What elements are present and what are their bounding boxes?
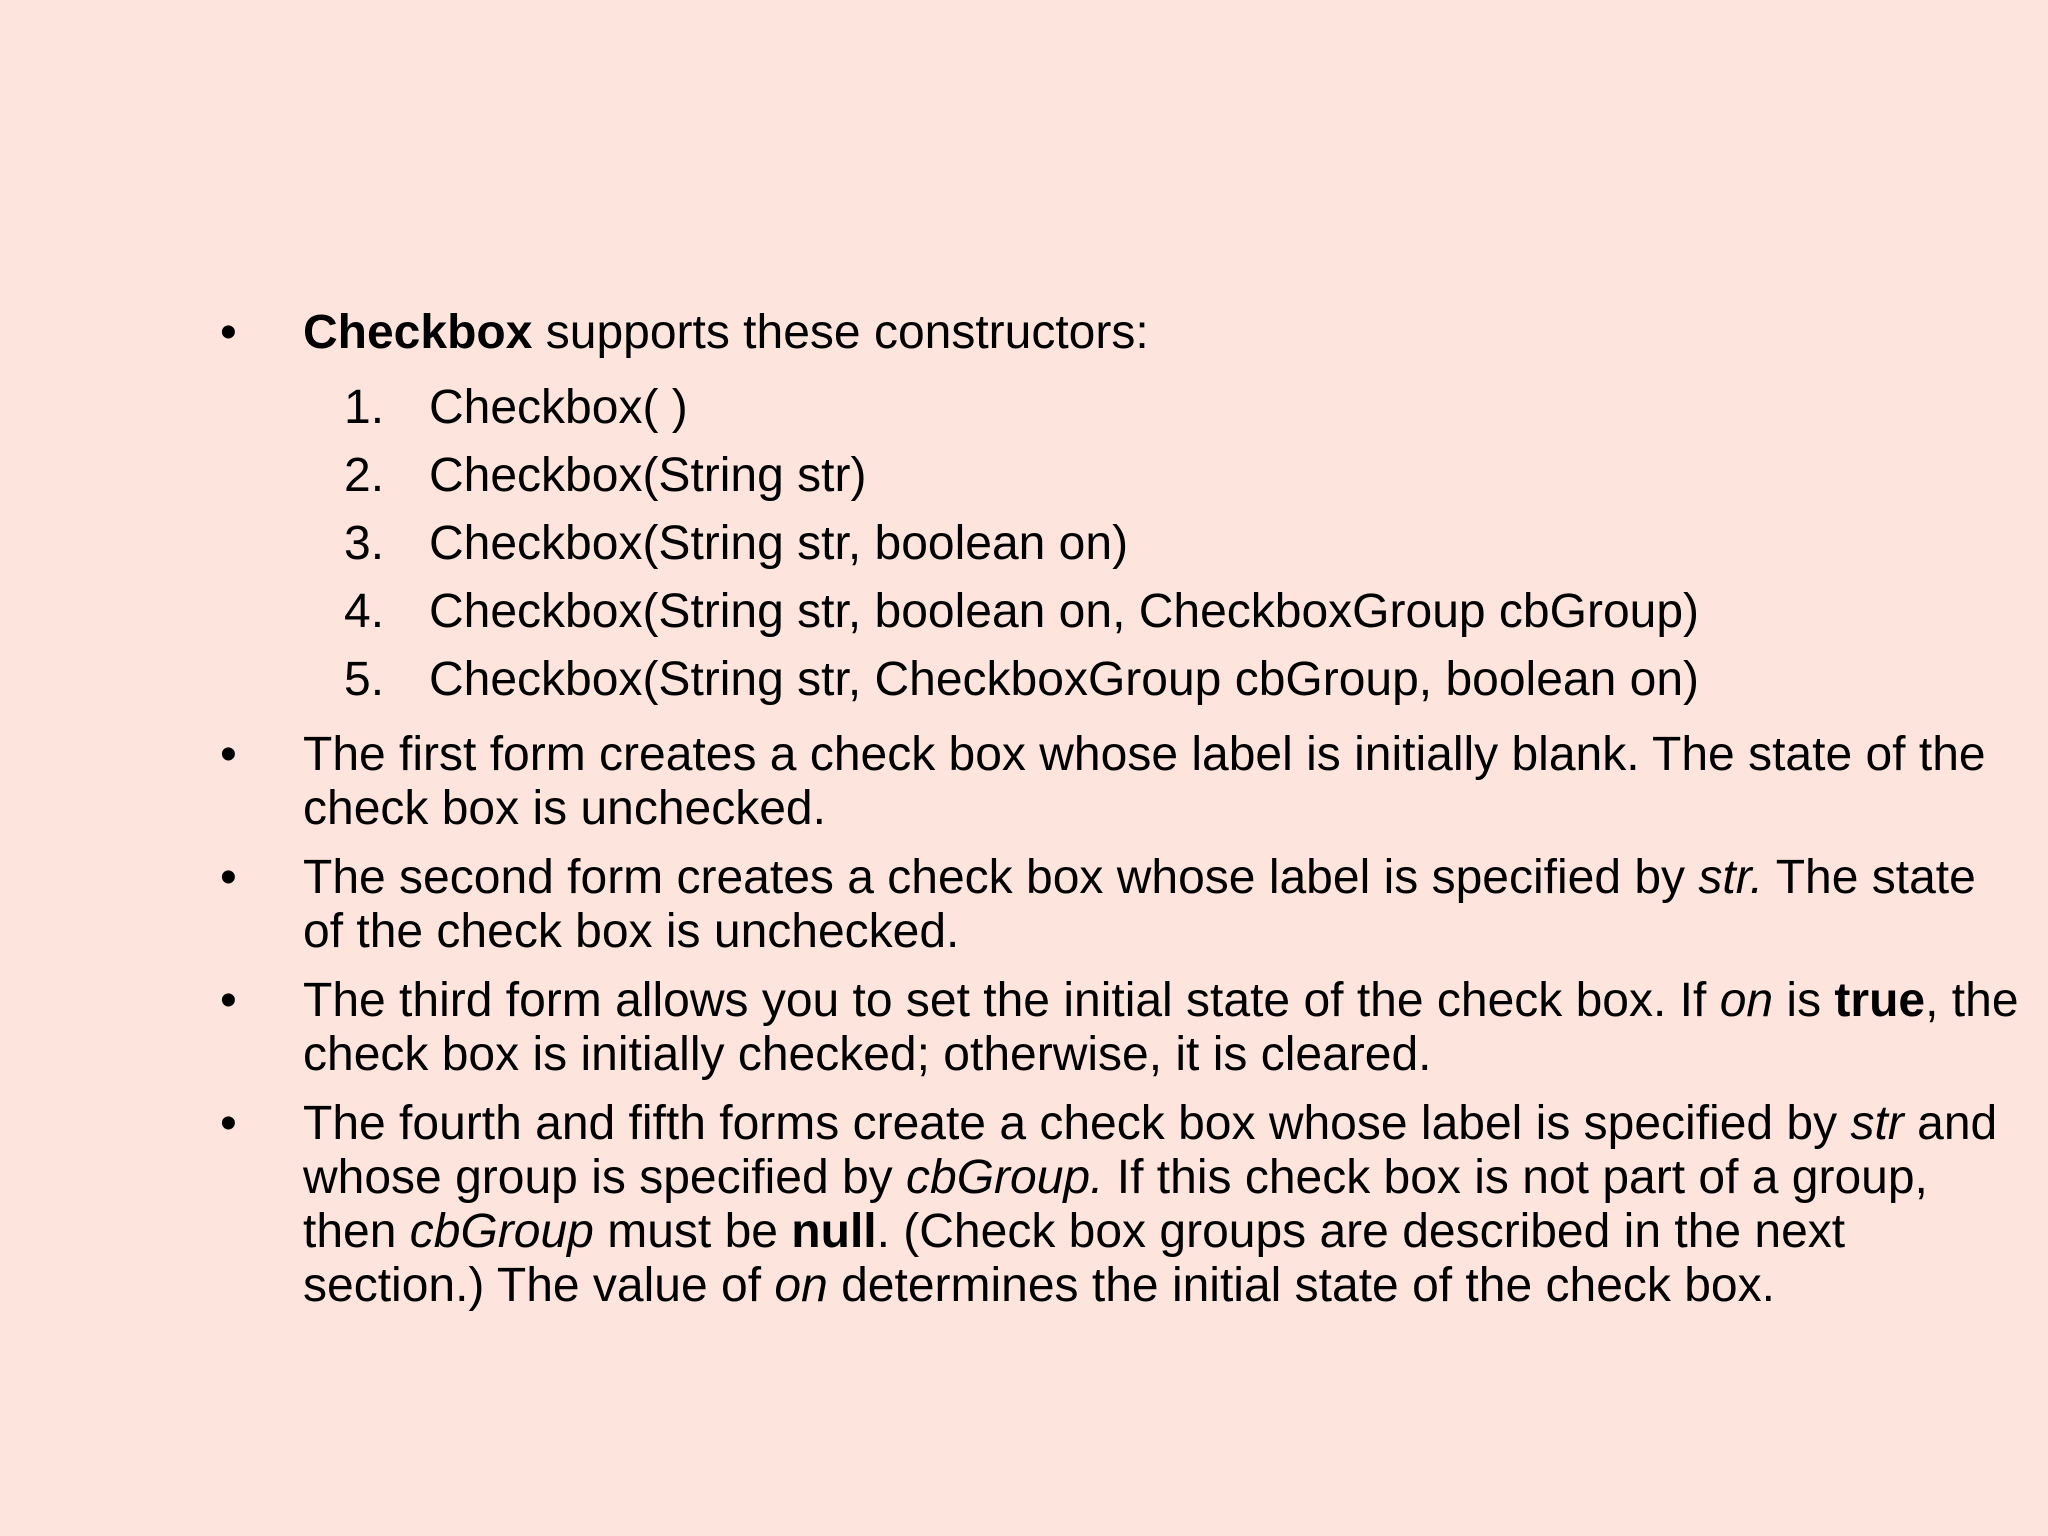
constructor-number: 3. bbox=[344, 517, 385, 570]
third-form-text-a: The third form allows you to set the initial state of the check box. If bbox=[303, 974, 1720, 1027]
bullet-dot: • bbox=[220, 974, 237, 1027]
true-term: true bbox=[1834, 974, 1926, 1027]
constructor-item bbox=[215, 442, 2025, 510]
cbgroup-term: cbGroup. bbox=[906, 1151, 1104, 1204]
constructor-number: 2. bbox=[344, 449, 385, 502]
bullet-third-form bbox=[215, 974, 2025, 1082]
on-term: on bbox=[1719, 974, 1774, 1027]
bullet-dot: • bbox=[220, 851, 237, 904]
constructor-item bbox=[215, 510, 2025, 578]
constructor-item bbox=[215, 374, 2025, 442]
constructor-number: 4. bbox=[344, 585, 385, 638]
constructor-list bbox=[215, 374, 2025, 714]
bullet-intro bbox=[215, 306, 2025, 360]
constructor-number: 1. bbox=[344, 381, 385, 434]
null-term: null bbox=[791, 1205, 877, 1258]
constructor-signature: Checkbox(String str, CheckboxGroup cbGroup, boolean on) bbox=[429, 653, 1700, 706]
str-term: str bbox=[1850, 1097, 1904, 1150]
fourth-form-text-c: If this check box is not part of a group, then bbox=[303, 1151, 1928, 1258]
fourth-form-text-a: The fourth and fifth forms create a check box whose label is specified by bbox=[303, 1097, 1851, 1150]
bullet-dot: • bbox=[220, 1097, 237, 1150]
first-form-text: The first form creates a check box whose label is initially blank. The state of the check box is unchecked. bbox=[303, 728, 1986, 835]
bullet-first-form bbox=[215, 728, 2025, 836]
constructor-signature: Checkbox(String str) bbox=[429, 449, 867, 502]
constructor-signature: Checkbox(String str, boolean on, CheckboxGroup cbGroup) bbox=[429, 585, 1700, 638]
third-form-text-b: is bbox=[1773, 974, 1835, 1027]
slide-body bbox=[215, 306, 2025, 1328]
constructor-item bbox=[215, 578, 2025, 646]
constructor-item bbox=[215, 646, 2025, 714]
intro-text: supports these constructors: bbox=[532, 306, 1149, 359]
fourth-form-text-d: must be bbox=[593, 1205, 792, 1258]
cbgroup-term: cbGroup bbox=[409, 1205, 594, 1258]
checkbox-term: Checkbox bbox=[303, 306, 533, 359]
str-term: str. bbox=[1698, 851, 1764, 904]
bullet-dot: • bbox=[220, 728, 237, 781]
constructor-number: 5. bbox=[344, 653, 385, 706]
constructor-signature: Checkbox( ) bbox=[429, 381, 688, 434]
bullet-fourth-fifth-form bbox=[215, 1097, 2025, 1313]
fourth-form-text-e: . (Check box groups are described in the next section.) The value of bbox=[303, 1205, 1846, 1312]
bullet-second-form bbox=[215, 851, 2025, 959]
on-term: on bbox=[774, 1259, 828, 1312]
bullet-dot: • bbox=[220, 306, 237, 359]
third-form-text-c: , the check box is initially checked; otherwise, it is cleared. bbox=[303, 974, 2019, 1081]
second-form-text-b: The state of the check box is unchecked. bbox=[303, 851, 1976, 958]
fourth-form-text-f: determines the initial state of the check box. bbox=[827, 1259, 1775, 1312]
second-form-text-a: The second form creates a check box whose label is specified by bbox=[303, 851, 1699, 904]
fourth-form-text-b: and whose group is specified by bbox=[303, 1097, 1998, 1204]
constructor-signature: Checkbox(String str, boolean on) bbox=[429, 517, 1129, 570]
